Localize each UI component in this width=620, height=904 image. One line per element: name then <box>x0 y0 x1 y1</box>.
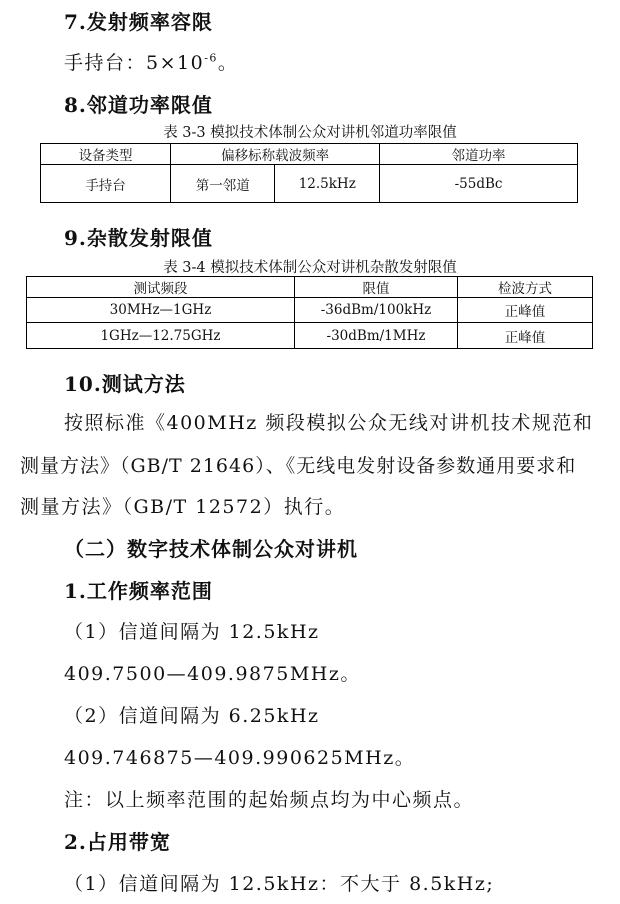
table-3-4-header-test-band: 测试频段 <box>27 277 295 298</box>
table-3-3-cell: -55dBc <box>380 165 578 203</box>
table-3-4-cell: -36dBm/100kHz <box>295 298 458 323</box>
table-3-4-cell: 30MHz—1GHz <box>27 298 295 323</box>
digital-section-1-note: 注：以上频率范围的起始频点均为中心频点。 <box>64 789 475 811</box>
digital-section-1-heading: 1.工作频率范围 <box>64 579 213 603</box>
table-3-3-cell: 12.5kHz <box>275 165 380 203</box>
table-3-4-cell: -30dBm/1MHz <box>295 323 458 349</box>
part-2-heading: （二）数字技术体制公众对讲机 <box>64 537 358 561</box>
digital-section-2-heading: 2.占用带宽 <box>64 830 171 854</box>
table-3-4-cell: 正峰值 <box>458 298 593 323</box>
table-row <box>27 323 593 349</box>
section-7-text <box>64 48 238 75</box>
table-3-3-header-device-type: 设备类型 <box>41 144 171 165</box>
table-3-3-cell: 第一邻道 <box>171 165 275 203</box>
table-3-4-cell: 正峰值 <box>458 323 593 349</box>
table-3-4-caption: 表 3-4 模拟技术体制公众对讲机杂散发射限值 <box>163 260 457 276</box>
table-3-3 <box>40 143 578 203</box>
table-3-4 <box>26 276 593 349</box>
table-3-4-cell: 1GHz—12.75GHz <box>27 323 295 349</box>
section-8-heading: 8.邻道功率限值 <box>64 93 213 117</box>
table-3-3-header-offset: 偏移标称载波频率 <box>171 144 380 165</box>
table-row <box>41 165 578 203</box>
table-row <box>27 298 593 323</box>
digital-section-1-line: 409.746875—409.990625MHz。 <box>64 747 416 769</box>
table-3-3-caption: 表 3-3 模拟技术体制公众对讲机邻道功率限值 <box>163 125 457 141</box>
section-7-text-prefix: 手持台：5×10 <box>64 52 205 74</box>
digital-section-1-line: 409.7500—409.9875MHz。 <box>64 663 361 685</box>
section-7-text-suffix: 。 <box>217 52 239 74</box>
table-3-3-header-row <box>41 144 578 165</box>
section-10-paragraph-line: 按照标准《400MHz 频段模拟公众无线对讲机技术规范和 <box>64 412 594 434</box>
digital-section-1-line: （1）信道间隔为 12.5kHz <box>64 621 320 643</box>
table-3-3-header-adjacent-power: 邻道功率 <box>380 144 578 165</box>
table-3-4-header-detection: 检波方式 <box>458 277 593 298</box>
digital-section-1-line: （2）信道间隔为 6.25kHz <box>64 705 320 727</box>
section-7-heading: 7.发射频率容限 <box>64 10 213 34</box>
section-10-heading: 10.测试方法 <box>64 372 186 396</box>
section-10-paragraph-line: 测量方法》（GB/T 12572）执行。 <box>20 496 346 518</box>
section-10-paragraph-line: 测量方法》（GB/T 21646）、《无线电发射设备参数通用要求和 <box>20 455 577 477</box>
table-3-4-header-row <box>27 277 593 298</box>
table-3-3-cell: 手持台 <box>41 165 171 203</box>
table-3-4-header-limit: 限值 <box>295 277 458 298</box>
section-7-text-exponent: -6 <box>204 51 218 65</box>
section-9-heading: 9.杂散发射限值 <box>64 226 213 250</box>
digital-section-2-line: （1）信道间隔为 12.5kHz：不大于 8.5kHz; <box>64 873 495 895</box>
